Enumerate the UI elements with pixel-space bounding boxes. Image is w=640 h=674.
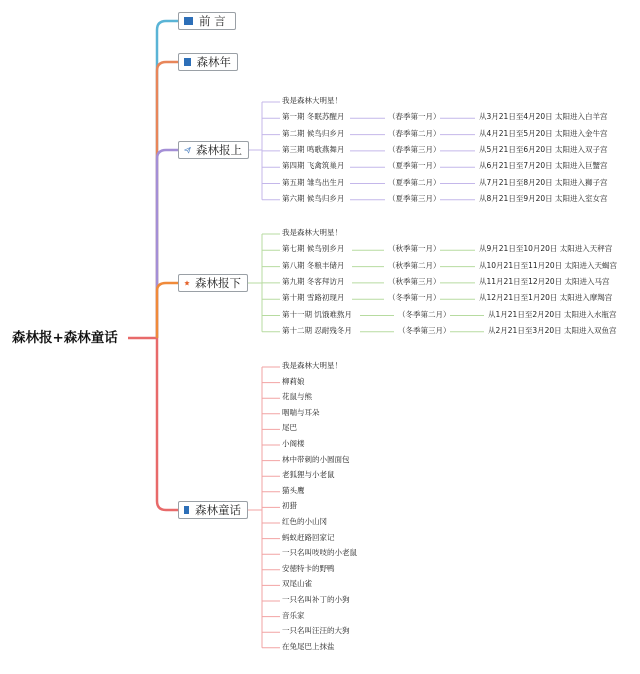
tale-item[interactable]: 安徳特卡的野鸭 [282, 563, 335, 573]
part1-issue[interactable]: 第一期 冬眠苏醒月 [282, 112, 345, 122]
branch-year[interactable] [178, 53, 238, 71]
branch-label: 前 言 [199, 14, 226, 28]
tale-item[interactable]: 初猎 [282, 501, 297, 511]
part2-issue[interactable]: 第九期 冬客拜访月 [282, 276, 345, 286]
part1-sun[interactable]: 从7月21日至8月20日 太阳进入狮子宫 [479, 177, 608, 187]
tale-item[interactable]: 一只名叫补丁的小狗 [282, 595, 350, 604]
part1-sun[interactable]: 从6月21日至7月20日 太阳进入巨蟹宫 [479, 161, 608, 171]
part2-sun[interactable]: 从12月21日至1月20日 太阳进入摩羯宫 [479, 293, 613, 303]
branch-part2[interactable] [178, 274, 248, 292]
star-icon [184, 277, 190, 289]
part2-issue[interactable]: 第八期 冬粮丰储月 [282, 260, 345, 270]
tale-item[interactable]: 红色的小山冈 [282, 517, 327, 526]
part1-issue[interactable]: 第五期 雏鸟出生月 [282, 177, 345, 187]
branch-label: 森林报上 [196, 143, 242, 157]
part1-sun[interactable]: 从8月21日至9月20日 太阳进入室女宫 [479, 193, 608, 203]
part1-sun[interactable]: 从5月21日至6月20日 太阳进入双子宫 [479, 144, 608, 154]
part1-issue[interactable]: 第三期 鸣歌燕舞月 [282, 144, 345, 154]
tale-item[interactable]: 一只名叫汪汪的大狗 [282, 626, 350, 636]
branch-tales[interactable] [178, 501, 248, 519]
part1-season[interactable]: （春季第一月） [388, 112, 441, 122]
part1-issue[interactable]: 第四期 飞禽筑巢月 [282, 161, 345, 171]
tale-item[interactable]: 老狐狸与小老鼠 [282, 470, 335, 480]
part2-sun[interactable]: 从10月21日至11月20日 太阳进入天蝎宫 [479, 260, 618, 270]
part2-issue[interactable]: 第十二期 忍耐残冬月 [282, 325, 352, 335]
tale-item[interactable]: 小阁楼 [282, 439, 305, 448]
connector-line [157, 150, 178, 338]
part1-season[interactable]: （夏季第一月） [388, 161, 441, 171]
part1-season[interactable]: （春季第二月） [388, 128, 441, 138]
paper-plane-icon [184, 144, 191, 156]
tale-item[interactable]: 一只名叫吱吱的小老鼠 [282, 548, 357, 558]
tale-item[interactable]: 花鼠与熊 [282, 392, 312, 402]
connector-line [157, 283, 178, 338]
part1-sun[interactable]: 从3月21日至4月20日 太阳进入白羊宫 [479, 112, 608, 122]
part2-sun[interactable]: 从9月21日至10月20日 太阳进入天秤宫 [479, 244, 613, 254]
connector-line [157, 62, 178, 338]
part2-issue[interactable]: 第十一期 饥饿难熬月 [282, 309, 352, 319]
tale-item[interactable]: 双尾山雀 [282, 579, 312, 589]
tale-item[interactable]: 我是森林大明星！ [282, 361, 342, 370]
tale-item[interactable]: 音乐家 [282, 610, 305, 620]
tale-item[interactable]: 蚂蚁赶路回家记 [282, 532, 335, 542]
tale-item[interactable]: 猫头鹰 [282, 485, 305, 495]
tale-item[interactable]: 在兔尾巴上抹盐 [282, 641, 335, 651]
part2-sun[interactable]: 从11月21日至12月20日 太阳进入马宫 [479, 276, 610, 286]
part2-season[interactable]: （冬季第一月） [388, 293, 441, 303]
tale-item[interactable]: 柳莉娘 [282, 376, 305, 386]
part1-season[interactable]: （夏季第二月） [388, 177, 441, 187]
part2-season[interactable]: （秋季第二月） [388, 260, 441, 270]
flag-icon [184, 17, 193, 25]
part1-season[interactable]: （春季第三月） [388, 144, 441, 154]
root-node[interactable]: 森林报+森林童话 [12, 330, 118, 346]
branch-label: 森林年 [196, 55, 231, 69]
branch-preface[interactable] [178, 12, 236, 30]
tale-item[interactable]: 林中带刺的小圆面包 [282, 454, 350, 464]
part2-issue[interactable]: 第七期 候鸟别乡月 [282, 244, 345, 254]
part1-issue[interactable]: 第二期 候鸟归乡月 [282, 128, 345, 138]
flag-icon [184, 506, 189, 514]
part2-season[interactable]: （秋季第一月） [388, 244, 441, 254]
branch-part1[interactable] [178, 141, 249, 159]
part2-season[interactable]: （秋季第三月） [388, 276, 441, 286]
part1-issue[interactable]: 第六期 候鸟归乡月 [282, 193, 345, 203]
part1-season[interactable]: （夏季第三月） [388, 193, 441, 203]
part2-issue[interactable]: 我是森林大明星！ [282, 228, 342, 237]
part2-issue[interactable]: 第十期 雪路初现月 [282, 293, 345, 303]
part2-sun[interactable]: 从2月21日至3月20日 太阳进入双鱼宫 [488, 325, 617, 335]
part2-season[interactable]: （冬季第三月） [398, 325, 451, 335]
tale-item[interactable]: 尾巴 [282, 423, 297, 433]
branch-label: 森林报下 [195, 276, 241, 290]
part2-season[interactable]: （冬季第二月） [398, 309, 451, 319]
part1-issue[interactable]: 我是森林大明星！ [282, 96, 342, 105]
tale-item[interactable]: 咽喘与耳朵 [282, 407, 320, 417]
branch-label: 森林童话 [195, 503, 241, 517]
connector-line [157, 21, 178, 338]
part1-sun[interactable]: 从4月21日至5月20日 太阳进入金牛宫 [479, 128, 608, 138]
connector-line [157, 338, 178, 510]
part2-sun[interactable]: 从1月21日至2月20日 太阳进入水瓶宫 [488, 309, 617, 319]
flag-icon [184, 58, 191, 66]
